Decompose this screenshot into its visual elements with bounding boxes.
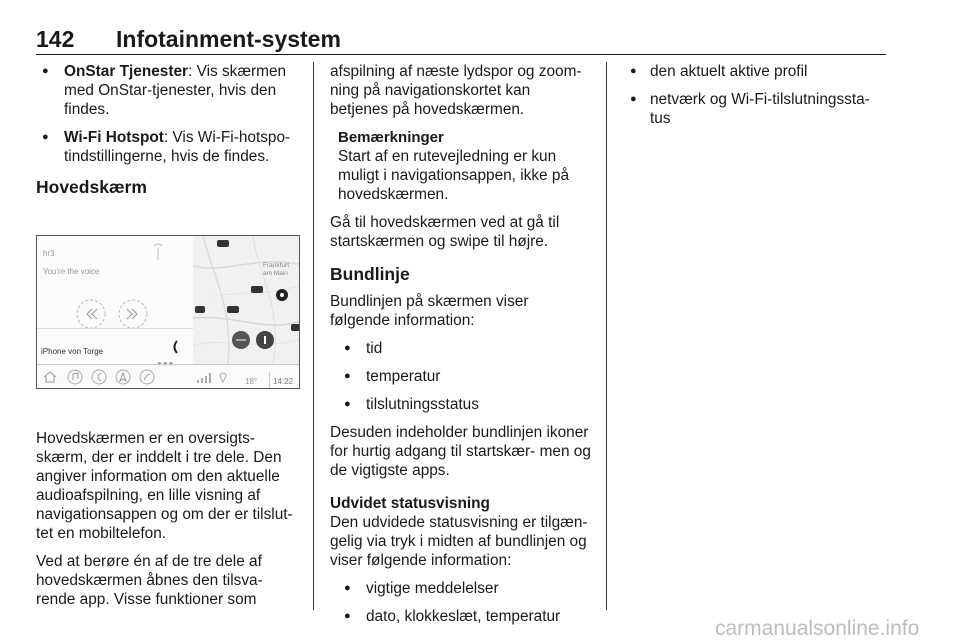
pager-dots: ●●● [157, 359, 175, 368]
map-marker [195, 306, 205, 313]
list-item [36, 62, 298, 119]
paragraph: Desuden indeholder bundlinjen ikoner for hurtig adgang til startskær- men og de vigtigste apps. [330, 424, 591, 479]
figure-source-label: hr3 [43, 249, 55, 258]
next-track-icon [117, 298, 149, 330]
section-heading: Bundlinje [330, 264, 410, 284]
page-number: 142 [36, 26, 75, 52]
map-info-button-icon [255, 330, 275, 350]
antenna-icon [151, 242, 165, 262]
page-header [36, 26, 884, 52]
footer-watermark: carmanualsonline.info [715, 617, 920, 640]
paragraph: Gå til hovedskærmen ved at gå til startskærmen og swipe til højre. [330, 214, 560, 250]
column-3 [622, 62, 886, 137]
figure-phone-label: iPhone von Torge [41, 347, 104, 356]
section-heading: Hovedskærm [36, 177, 147, 197]
list-item [36, 128, 298, 166]
map-zoom-button-icon [231, 330, 251, 350]
note-box [330, 128, 592, 204]
note-text: Start af en rutevejledning er kun muligt i navigationsappen, ikke på hovedskærmen. [338, 148, 570, 203]
paragraph: Den udvidede statusvisning er tilgæn- gelig via tryk i midten af bundlinjen og viser følgende information: [330, 514, 588, 569]
location-icon [219, 371, 227, 383]
status-temperature: 18° [245, 377, 258, 386]
home-icon [43, 371, 57, 383]
paragraph: Hovedskærmen er en oversigts- skærm, der er inddelt i tre dele. Den angiver information om den aktuelle audioafspilning, en lille visning af navigationsappen og om der er tilslut- tet en mobiltelefon. [36, 430, 293, 542]
status-time: 14:22 [269, 372, 293, 389]
map-marker [291, 324, 300, 331]
list-item: ● tid [330, 339, 592, 358]
paragraph: Bundlinjen på skærmen viser følgende information: [330, 293, 529, 329]
map-marker [251, 286, 263, 293]
subheading: Udvidet statusvisning [330, 495, 490, 512]
map-location-pin-icon [275, 288, 289, 304]
item-term: OnStar Tjenester [64, 63, 189, 80]
figure-divider [37, 328, 193, 329]
column-divider [313, 62, 314, 610]
paragraph: Ved at berøre én af de tre dele af hovedskærmen åbnes den tilsva- rende app. Visse funktioner som [36, 553, 263, 608]
signal-icon [197, 373, 211, 383]
header-rule [36, 54, 886, 55]
home-screen-figure [36, 235, 300, 389]
map-city-label: Frankfurt am Main [263, 262, 290, 277]
list-item: ● dato, klokkeslæt, temperatur [330, 607, 592, 626]
map-marker [227, 306, 239, 313]
list-item: ● tilslutningsstatus [330, 395, 592, 414]
list-item: ● vigtige meddelelser [330, 579, 592, 598]
figure-track-label: You're the voice [43, 267, 100, 276]
navigation-map [193, 236, 299, 364]
item-text: : Vis skærmen med OnStar-tjenester, hvis den findes. [64, 63, 287, 118]
paragraph: afspilning af næste lydspor og zoom- ning på navigationskortet kan betjenes på hovedskærmen. [330, 63, 582, 118]
page-title: Infotainment-system [116, 26, 341, 52]
projection-icon [139, 369, 155, 385]
list-item: ● den aktuelt aktive profil [622, 62, 886, 81]
previous-track-icon [75, 298, 107, 330]
phone-app-icon [91, 369, 107, 385]
column-2 [330, 62, 592, 635]
column-divider [606, 62, 607, 610]
phone-icon [171, 340, 179, 354]
map-marker [217, 240, 229, 247]
figure-bottom-bar [37, 364, 299, 389]
list-item: ● temperatur [330, 367, 592, 386]
music-icon [67, 369, 83, 385]
list-item: ● netværk og Wi-Fi-tilslutningssta- tus [622, 90, 886, 128]
column-1 [36, 62, 298, 618]
navigation-icon [115, 369, 131, 385]
note-title: Bemærkninger [338, 129, 444, 146]
item-text: : Vis Wi-Fi-hotspo- tindstillingerne, hvis de findes. [64, 129, 291, 165]
item-term: Wi-Fi Hotspot [64, 129, 164, 146]
